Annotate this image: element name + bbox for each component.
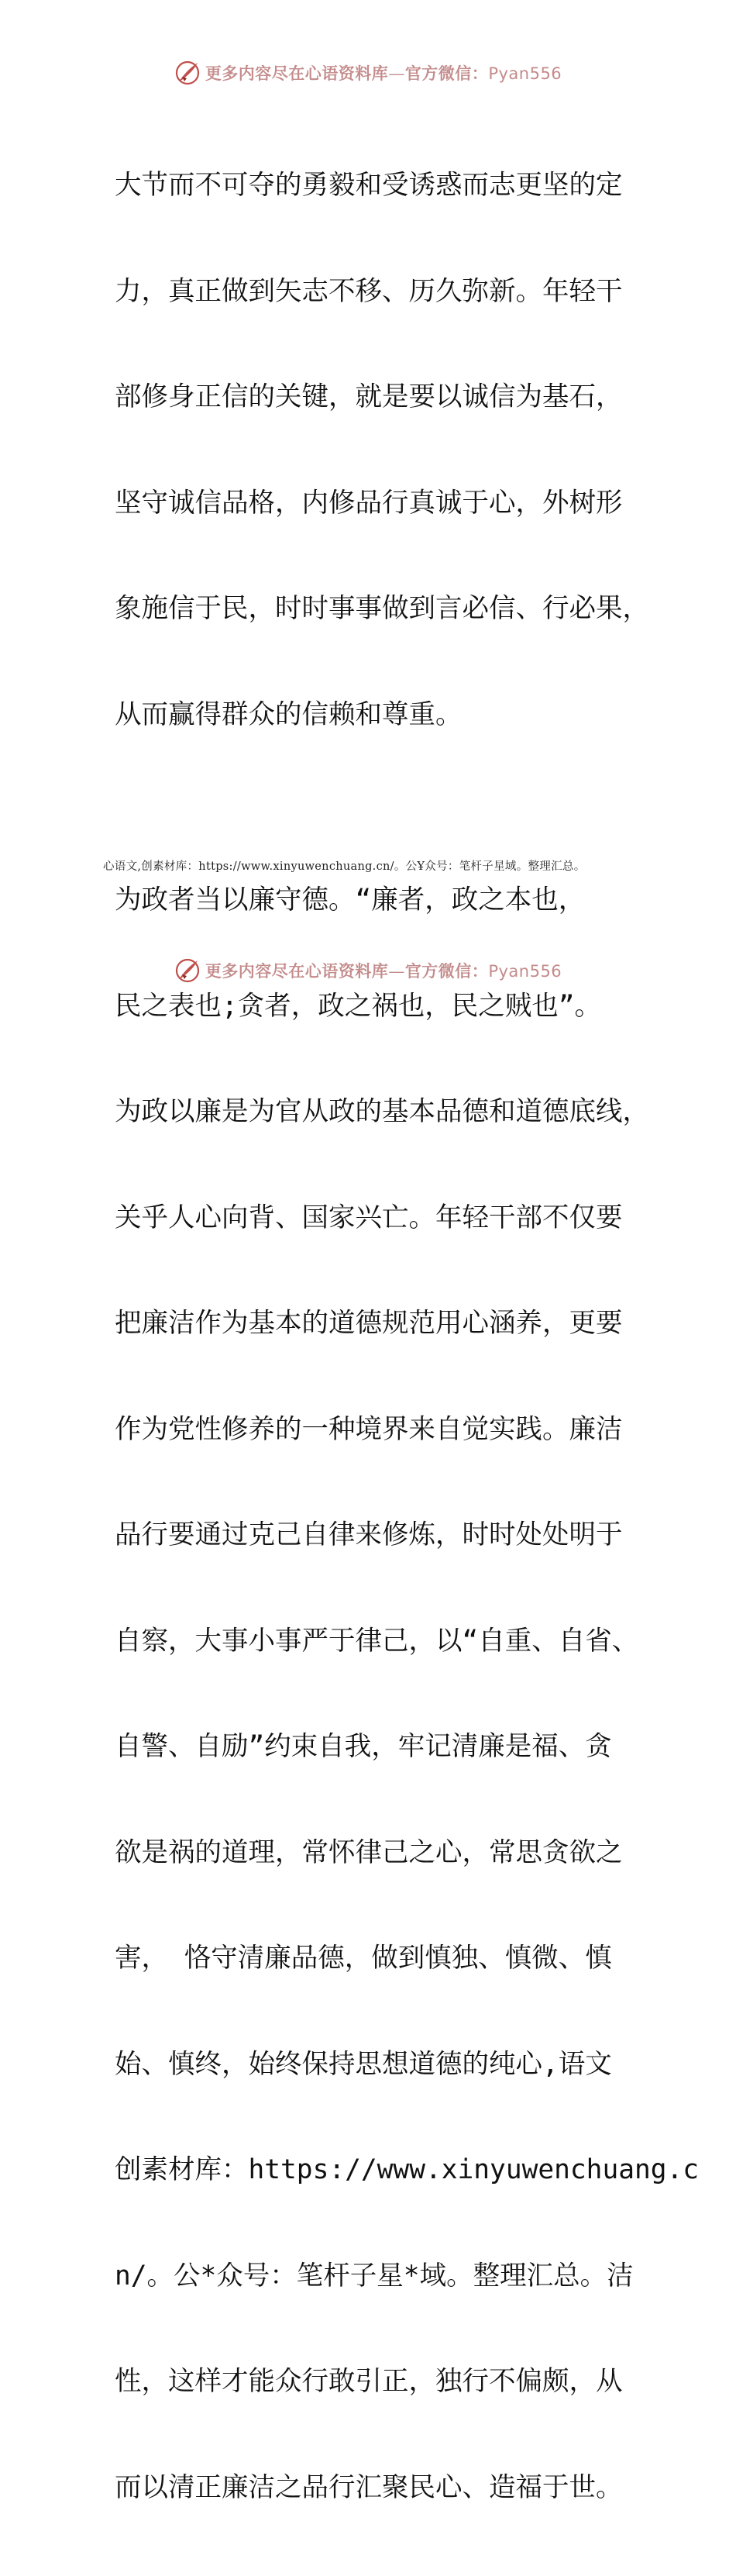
text-line: 力，真正做到矢志不移、历久弥新。年轻干 xyxy=(115,275,623,307)
text-line: 民之表也;贪者，政之祸也，民之贼也”。 xyxy=(115,990,602,1022)
banner-text xyxy=(205,959,562,982)
text-line: 害， 恪守清廉品德，做到慎独、慎微、慎 xyxy=(115,1943,612,1974)
banner-wechat-id: Pyan556 xyxy=(488,962,562,981)
banner-main-text: 更多内容尽在心语资料库 xyxy=(205,64,389,83)
paragraph-1 xyxy=(115,98,649,803)
banner-main-text: 更多内容尽在心语资料库 xyxy=(205,961,389,981)
text-line: 品行要通过克己自律来修炼，时时处处明于 xyxy=(115,1519,623,1550)
text-line: 为政以廉是为官从政的基本品德和道德底线， xyxy=(115,1096,649,1127)
text-line: 欲是祸的道理，常怀律己之心，常思贪欲之 xyxy=(115,1836,623,1868)
text-line: 从而赢得群众的信赖和尊重。 xyxy=(115,698,463,730)
text-line: 自察，大事小事严于律己，以“自重、自省、 xyxy=(115,1625,639,1657)
footer-banner xyxy=(0,955,736,986)
banner-separator: — xyxy=(388,64,405,83)
banner-separator: — xyxy=(388,962,405,981)
text-line: 性，这样才能众行敢引正，独行不偏颇，从 xyxy=(115,2366,623,2397)
footnote: 心语文,创素材库：https://www.xinyuwenchuang.cn/。公Ұ众号：笔杆子星域。整理汇总。 xyxy=(103,860,586,873)
text-line: 坚守诚信品格，内修品行真诚于心，外树形 xyxy=(115,487,623,519)
banner-wechat-label: 官方微信： xyxy=(404,64,489,83)
text-line: 把廉洁作为基本的道德规范用心涵养，更要 xyxy=(115,1308,623,1339)
text-line: n/。公*众号：笔杆子星*域。整理汇总。洁 xyxy=(115,2260,634,2292)
text-line: 而以清正廉洁之品行汇聚民心、造福于世。 xyxy=(115,2471,623,2503)
quill-circle-logo-icon xyxy=(174,60,201,86)
banner-text xyxy=(205,61,562,84)
document-body xyxy=(115,98,700,2576)
banner-wechat-id: Pyan556 xyxy=(488,64,562,83)
text-line: 大节而不可夺的勇毅和受诱惑而志更坚的定 xyxy=(115,170,623,201)
text-line: 自警、自励”约束自我，牢记清廉是福、贪 xyxy=(115,1731,612,1762)
text-line: 作为党性修养的一种境界来自觉实践。廉洁 xyxy=(115,1413,623,1445)
banner-wechat-label: 官方微信： xyxy=(404,961,489,981)
paragraph-2 xyxy=(115,812,700,2576)
text-line: 始、慎终，始终保持思想道德的纯心,语文 xyxy=(115,2048,612,2080)
text-line: 部修身正信的关键，就是要以诚信为基石， xyxy=(115,381,623,412)
text-line: 象施信于民，时时事事做到言必信、行必果， xyxy=(115,593,649,624)
quill-circle-logo-icon xyxy=(174,957,201,984)
text-line: 创素材库：https://www.xinyuwenchuang.c xyxy=(115,2154,700,2185)
header-banner xyxy=(0,57,736,88)
text-line: 为政者当以廉守德。“廉者，政之本也， xyxy=(115,885,586,916)
text-line: 关乎人心向背、国家兴亡。年轻干部不仅要 xyxy=(115,1202,623,1233)
